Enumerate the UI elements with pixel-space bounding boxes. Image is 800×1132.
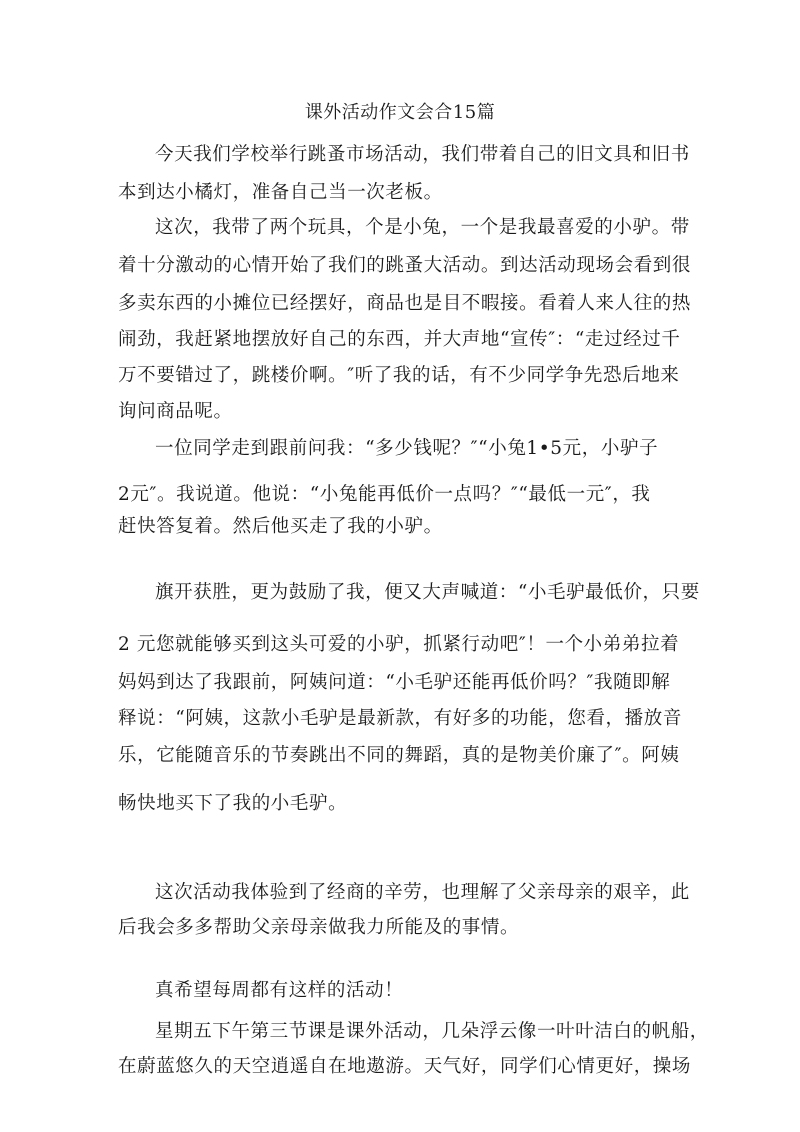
text-line: 真希望每周都有这样的活动！ (155, 980, 404, 1001)
text-line: 畅快地买下了我的小毛驴。 (118, 793, 348, 814)
text-line: 妈妈到达了我跟前，阿姨问道：“小毛驴还能再低价吗？″我随即解 (118, 672, 671, 693)
text-line: 本到达小橘灯，准备自己当一次老板。 (118, 182, 443, 203)
text-line: 这次，我带了两个玩具，个是小兔，一个是我最喜爱的小驴。带 (155, 217, 690, 238)
text-line: 一位同学走到跟前问我：“多少钱呢？″“小兔1•5元，小驴子 (155, 438, 659, 459)
text-line: 多卖东西的小摊位已经摆好，商品也是目不暇接。看着人来人往的热 (118, 293, 692, 314)
text-line: 赶快答复着。然后他买走了我的小驴。 (118, 516, 443, 537)
text-line: 2元″。我说道。他说：“小兔能再低价一点吗？″“最低一元″，我 (118, 484, 651, 505)
text-line: 星期五下午第三节课是课外活动，几朵浮云像一叶叶洁白的帆船， (155, 1021, 709, 1042)
text-line: 闹劲，我赶紧地摆放好自己的东西，并大声地“宣传″：“走过经过千 (118, 329, 681, 350)
text-line: 2 元您就能够买到这头可爱的小驴，抓紧行动吧″！一个小弟弟拉着 (118, 634, 680, 655)
text-line: 旗开获胜，更为鼓励了我，便又大声喊道：“小毛驴最低价，只要 (155, 582, 700, 603)
page-title: 课外活动作文会合15篇 (304, 102, 496, 123)
text-line: 在蔚蓝悠久的天空逍遥自在地遨游。天气好，同学们心情更好，操场 (118, 1056, 692, 1077)
text-line: 释说：“阿姨，这款小毛驴是最新款，有好多的功能，您看，播放音 (118, 708, 682, 729)
text-line: 后我会多多帮助父亲母亲做我力所能及的事情。 (118, 917, 520, 938)
text-line: 乐，它能随音乐的节奏跳出不同的舞蹈，真的是物美价廉了″。阿姨 (118, 745, 680, 766)
text-line: 这次活动我体验到了经商的辛劳，也理解了父亲母亲的艰辛，此 (155, 882, 690, 903)
text-line: 今天我们学校举行跳蚤市场活动，我们带着自己的旧文具和旧书 (155, 144, 690, 165)
text-line: 万不要错过了，跳楼价啊。″听了我的话，有不少同学争先恐后地来 (118, 365, 680, 386)
text-line: 询问商品呢。 (118, 401, 233, 422)
text-line: 着十分激动的心情开始了我们的跳蚤大活动。到达活动现场会看到很 (118, 255, 692, 276)
